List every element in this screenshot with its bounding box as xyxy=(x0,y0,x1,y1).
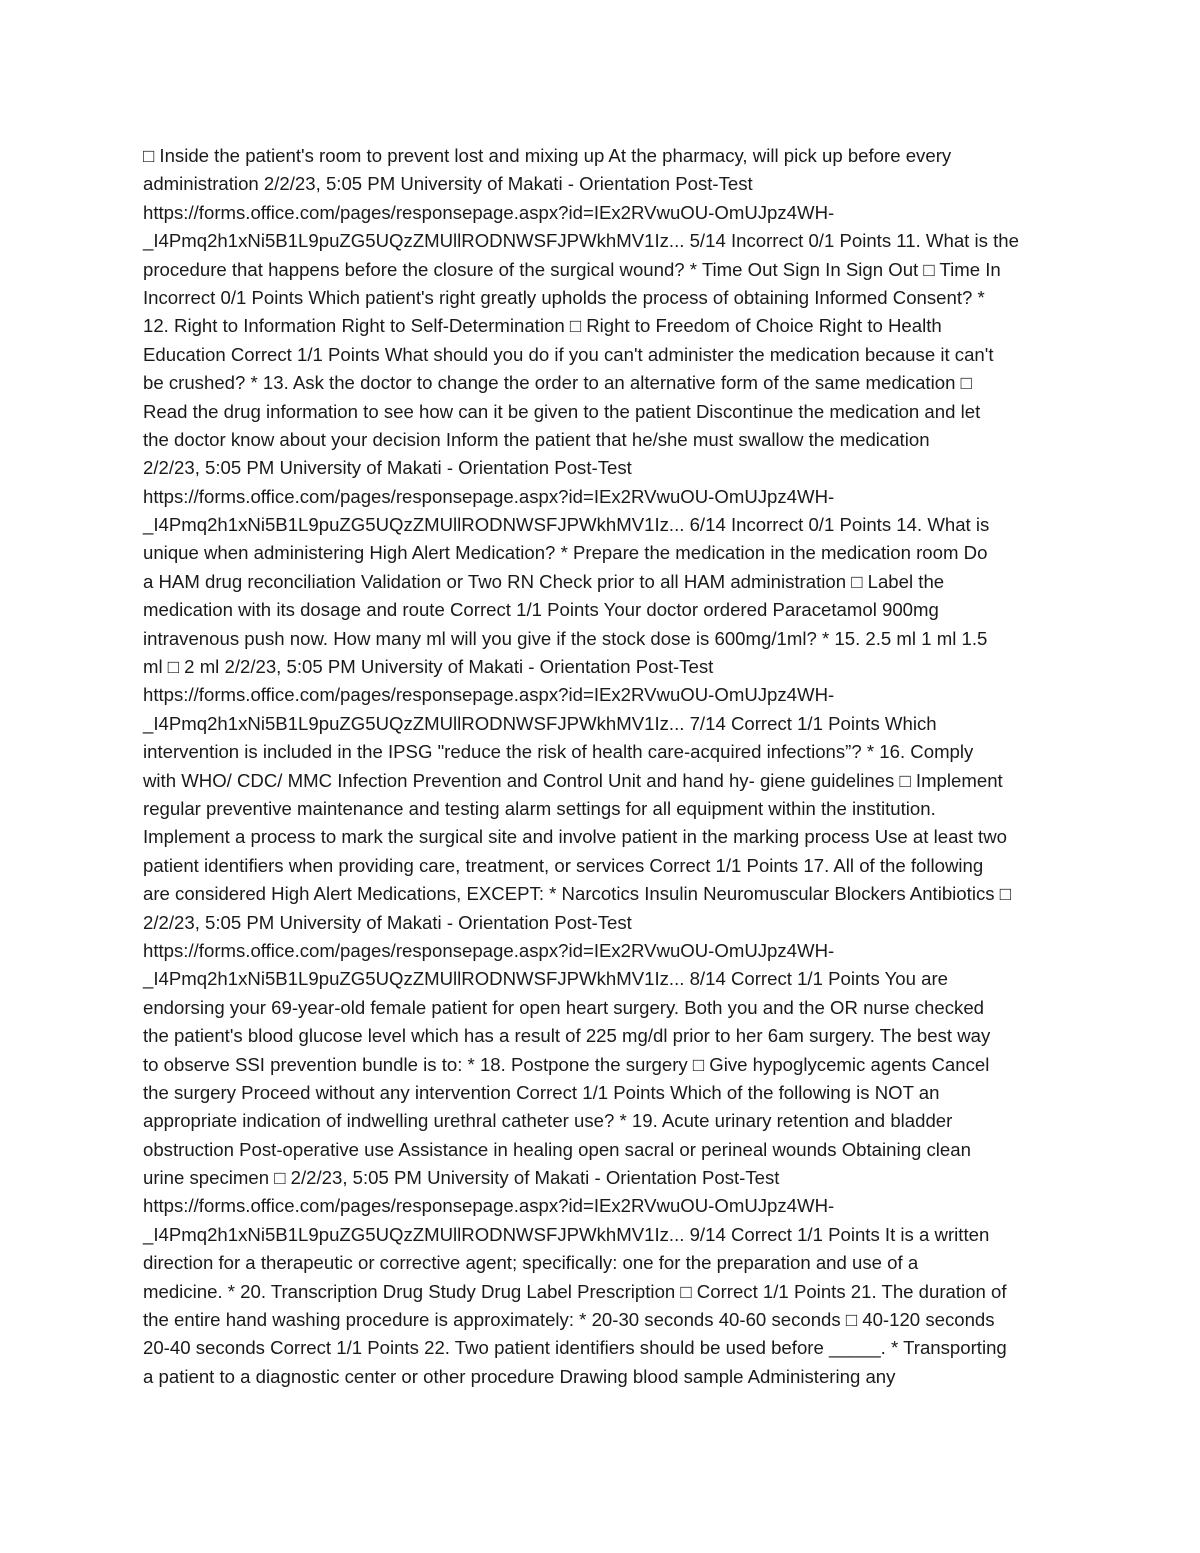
text-line: □ Inside the patient's room to prevent lost and mixing up At the pharmacy, will pick up before every xyxy=(143,145,952,166)
text-line: medicine. * 20. Transcription Drug Study Drug Label Prescription □ Correct 1/1 Points 21. The duration of xyxy=(143,1280,1007,1302)
text-line: the entire hand washing procedure is approximately: * 20-30 seconds 40-60 seconds □ 40-120 seconds xyxy=(143,1309,995,1331)
text-line: _I4Pmq2h1xNi5B1L9puZG5UQzZMUllRODNWSFJPWkhMV1Iz... 6/14 Incorrect 0/1 Points 14. What is xyxy=(143,514,990,536)
text-line: administration 2/2/23, 5:05 PM University of Makati - Orientation Post-Test xyxy=(143,173,753,195)
text-line: urine specimen □ 2/2/23, 5:05 PM University of Makati - Orientation Post-Test xyxy=(143,1167,780,1189)
text-line: with WHO/ CDC/ MMC Infection Prevention and Control Unit and hand hy- giene guidelines □ Implement xyxy=(143,769,1003,791)
document-body xyxy=(143,142,1073,1391)
text-line: 2/2/23, 5:05 PM University of Makati - Orientation Post-Test xyxy=(143,457,632,479)
text-line: Read the drug information to see how can it be given to the patient Discontinue the medication and let xyxy=(143,400,981,422)
text-line: _I4Pmq2h1xNi5B1L9puZG5UQzZMUllRODNWSFJPWkhMV1Iz... 8/14 Correct 1/1 Points You are xyxy=(143,968,949,990)
text-line: 20-40 seconds Correct 1/1 Points 22. Two patient identifiers should be used before _____. * Transporting xyxy=(143,1337,1007,1359)
text-line: intervention is included in the IPSG "reduce the risk of health care-acquired infections”? * 16. Comply xyxy=(143,741,974,763)
text-line: direction for a therapeutic or corrective agent; specifically: one for the preparation and use of a xyxy=(143,1252,919,1274)
text-line: _I4Pmq2h1xNi5B1L9puZG5UQzZMUllRODNWSFJPWkhMV1Iz... 9/14 Correct 1/1 Points It is a written xyxy=(143,1223,990,1245)
text-line: a HAM drug reconciliation Validation or Two RN Check prior to all HAM administration □ Label the xyxy=(143,570,945,592)
text-line: the patient's blood glucose level which has a result of 225 mg/dl prior to her 6am surgery. The best way xyxy=(143,1025,991,1047)
text-line: to observe SSI prevention bundle is to: * 18. Postpone the surgery □ Give hypoglycemic agents Cancel xyxy=(143,1053,990,1075)
text-line: ml □ 2 ml 2/2/23, 5:05 PM University of Makati - Orientation Post-Test xyxy=(143,656,714,678)
text-line: endorsing your 69-year-old female patient for open heart surgery. Both you and the OR nurse checked xyxy=(143,996,984,1018)
text-line: unique when administering High Alert Medication? * Prepare the medication in the medication room Do xyxy=(143,542,988,564)
text-line: 2/2/23, 5:05 PM University of Makati - Orientation Post-Test xyxy=(143,911,632,933)
text-line: https://forms.office.com/pages/responsepage.aspx?id=IEx2RVwuOU-OmUJpz4WH- xyxy=(143,684,835,706)
text-line: _I4Pmq2h1xNi5B1L9puZG5UQzZMUllRODNWSFJPWkhMV1Iz... 7/14 Correct 1/1 Points Which xyxy=(143,712,937,734)
text-line: appropriate indication of indwelling urethral catheter use? * 19. Acute urinary retention and bladder xyxy=(143,1110,953,1132)
text-line: regular preventive maintenance and testing alarm settings for all equipment within the institution. xyxy=(143,797,936,819)
text-line: Education Correct 1/1 Points What should you do if you can't administer the medication because it can't xyxy=(143,343,994,365)
text-line: patient identifiers when providing care, treatment, or services Correct 1/1 Points 17. All of the following xyxy=(143,854,984,876)
text-line: intravenous push now. How many ml will you give if the stock dose is 600mg/1ml? * 15. 2.5 ml 1 ml 1.5 xyxy=(143,627,988,649)
text-line: the surgery Proceed without any intervention Correct 1/1 Points Which of the following is NOT an xyxy=(143,1081,940,1103)
text-line: be crushed? * 13. Ask the doctor to change the order to an alternative form of the same medication □ xyxy=(143,372,972,394)
text-line: a patient to a diagnostic center or other procedure Drawing blood sample Administering any xyxy=(143,1365,896,1387)
text-line: 12. Right to Information Right to Self-Determination □ Right to Freedom of Choice Right to Health xyxy=(143,315,942,337)
text-line: https://forms.office.com/pages/responsepage.aspx?id=IEx2RVwuOU-OmUJpz4WH- xyxy=(143,485,835,507)
text-line: https://forms.office.com/pages/responsepage.aspx?id=IEx2RVwuOU-OmUJpz4WH- xyxy=(143,201,835,223)
text-line: https://forms.office.com/pages/responsepage.aspx?id=IEx2RVwuOU-OmUJpz4WH- xyxy=(143,939,835,961)
text-line: _I4Pmq2h1xNi5B1L9puZG5UQzZMUllRODNWSFJPWkhMV1Iz... 5/14 Incorrect 0/1 Points 11. What is the xyxy=(143,230,1019,252)
text-line: Implement a process to mark the surgical site and involve patient in the marking process Use at least two xyxy=(143,826,1007,848)
text-line: procedure that happens before the closure of the surgical wound? * Time Out Sign In Sign Out □ Time In xyxy=(143,258,1001,280)
text-line: obstruction Post-operative use Assistance in healing open sacral or perineal wounds Obtaining clean xyxy=(143,1138,971,1160)
text-line: are considered High Alert Medications, EXCEPT: * Narcotics Insulin Neuromuscular Blockers Antibiotics □ xyxy=(143,883,1011,905)
text-line: Incorrect 0/1 Points Which patient's right greatly upholds the process of obtaining Informed Consent? * xyxy=(143,286,985,308)
text-line: the doctor know about your decision Inform the patient that he/she must swallow the medication xyxy=(143,428,930,450)
text-line: https://forms.office.com/pages/responsepage.aspx?id=IEx2RVwuOU-OmUJpz4WH- xyxy=(143,1195,835,1217)
text-line: medication with its dosage and route Correct 1/1 Points Your doctor ordered Paracetamol 900mg xyxy=(143,599,939,621)
